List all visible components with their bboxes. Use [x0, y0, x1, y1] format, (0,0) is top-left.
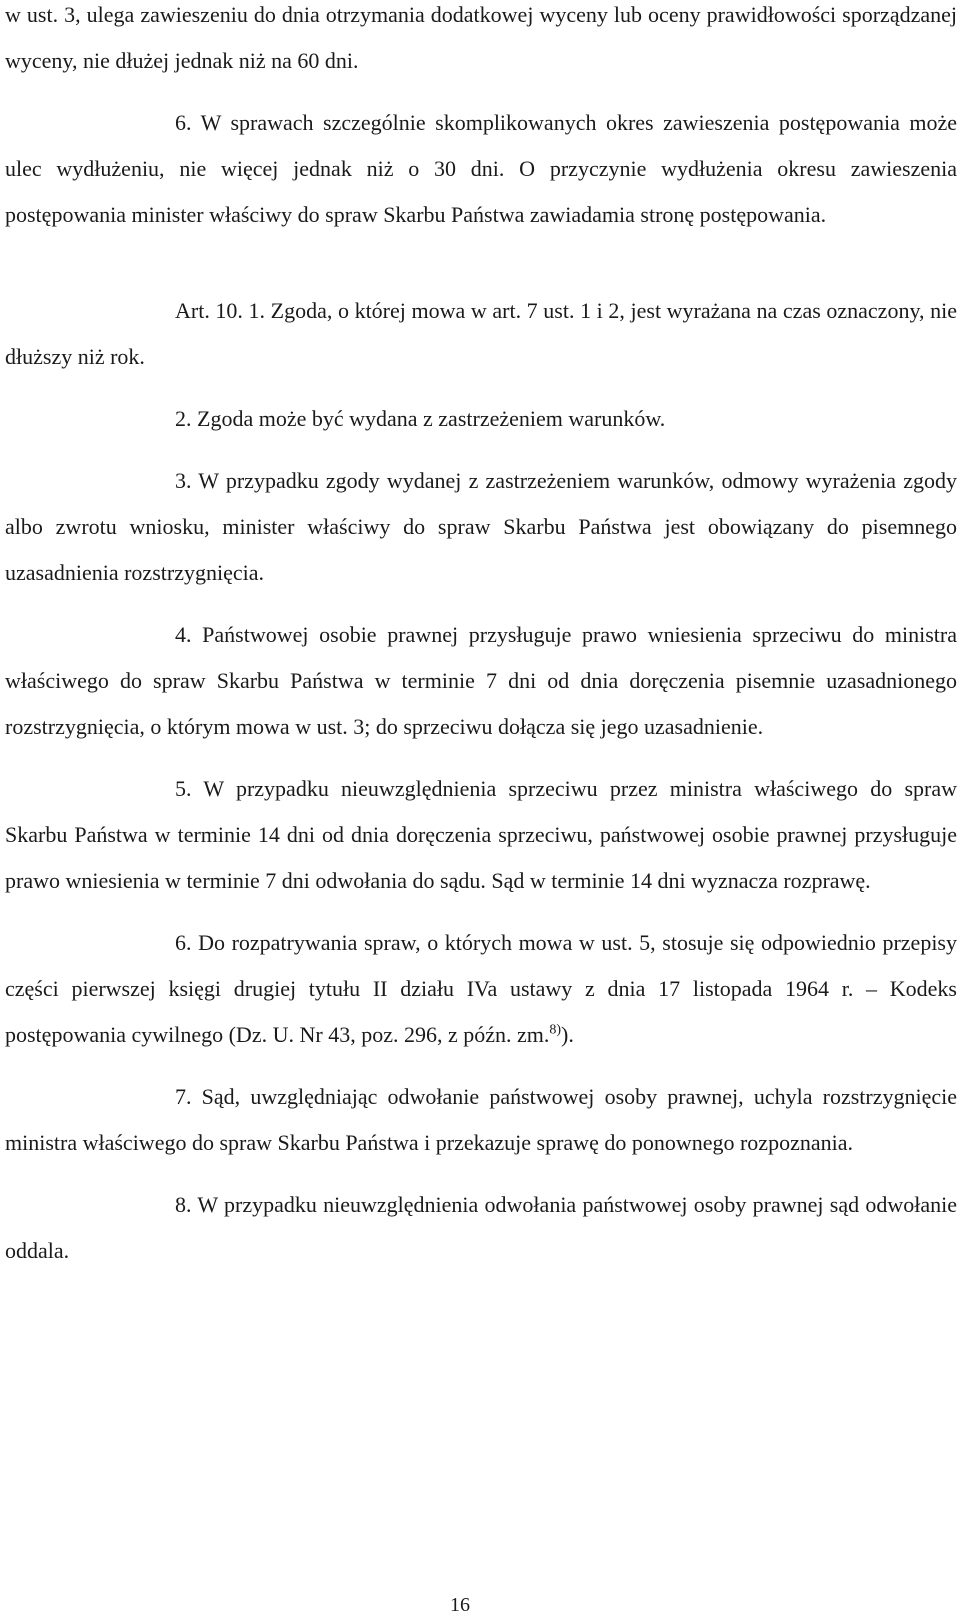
- art-10-paragraph-4: 4. Państwowej osobie prawnej przysługuje prawo wniesienia sprzeciwu do ministra właściwego do spraw Skarbu Państwa w terminie 7 dni od dnia doręczenia pisemnie uzasadnionego rozstrzygnięcia, o którym mowa w ust. 3; do sprzeciwu dołącza się jego uzasadnienie.: [5, 622, 957, 739]
- art-10-paragraph-5: 5. W przypadku nieuwzględnienia sprzeciwu przez ministra właściwego do spraw Skarbu Państwa w terminie 14 dni od dnia doręczenia sprzeciwu, państwowej osobie prawnej przysługuje prawo wniesienia w terminie 7 dni odwołania do sądu. Sąd w terminie 14 dni wyznacza rozprawę.: [5, 776, 957, 893]
- paragraph-6-zawieszenie: 6. W sprawach szczególnie skomplikowanych okres zawieszenia postępowania może ulec wydłużeniu, nie więcej jednak niż o 30 dni. O przyczynie wydłużenia okresu zawieszenia postępowania minister właściwy do spraw Skarbu Państwa zawiadamia stronę postępowania.: [5, 110, 957, 227]
- page-number: 16: [450, 1594, 470, 1616]
- document-page: [5, 0, 957, 1274]
- art-10-paragraph-7: 7. Sąd, uwzględniając odwołanie państwowej osoby prawnej, uchyla rozstrzygnięcie ministra właściwego do spraw Skarbu Państwa i przekazuje sprawę do ponownego rozpoznania.: [5, 1084, 957, 1155]
- art-10-paragraph-2: 2. Zgoda może być wydana z zastrzeżeniem warunków.: [175, 406, 666, 431]
- paragraph-6-closing: ).: [561, 1022, 574, 1047]
- art-10-paragraph-1: Art. 10. 1. Zgoda, o której mowa w art. 7 ust. 1 i 2, jest wyrażana na czas oznaczony, nie dłuższy niż rok.: [5, 298, 957, 369]
- art-10-paragraph-6: [5, 920, 957, 1058]
- paragraph-6-text: 6. Do rozpatrywania spraw, o których mowa w ust. 5, stosuje się odpowiednio przepisy części pierwszej księgi drugiej tytułu II działu IVa ustawy z dnia 17 listopada 1964 r. – Kodeks postępowania cywilnego (Dz. U. Nr 43, poz. 296, z późn. zm.: [5, 930, 957, 1047]
- footnote-reference: 8): [549, 1022, 562, 1038]
- art-10-paragraph-8: 8. W przypadku nieuwzględnienia odwołania państwowej osoby prawnej sąd odwołanie oddala.: [5, 1192, 957, 1263]
- paragraph-continuation: w ust. 3, ulega zawieszeniu do dnia otrzymania dodatkowej wyceny lub oceny prawidłowości sporządzanej wyceny, nie dłużej jednak niż na 60 dni.: [5, 2, 957, 73]
- art-10-paragraph-3: 3. W przypadku zgody wydanej z zastrzeżeniem warunków, odmowy wyrażenia zgody albo zwrotu wniosku, minister właściwy do spraw Skarbu Państwa jest obowiązany do pisemnego uzasadnienia rozstrzygnięcia.: [5, 468, 957, 585]
